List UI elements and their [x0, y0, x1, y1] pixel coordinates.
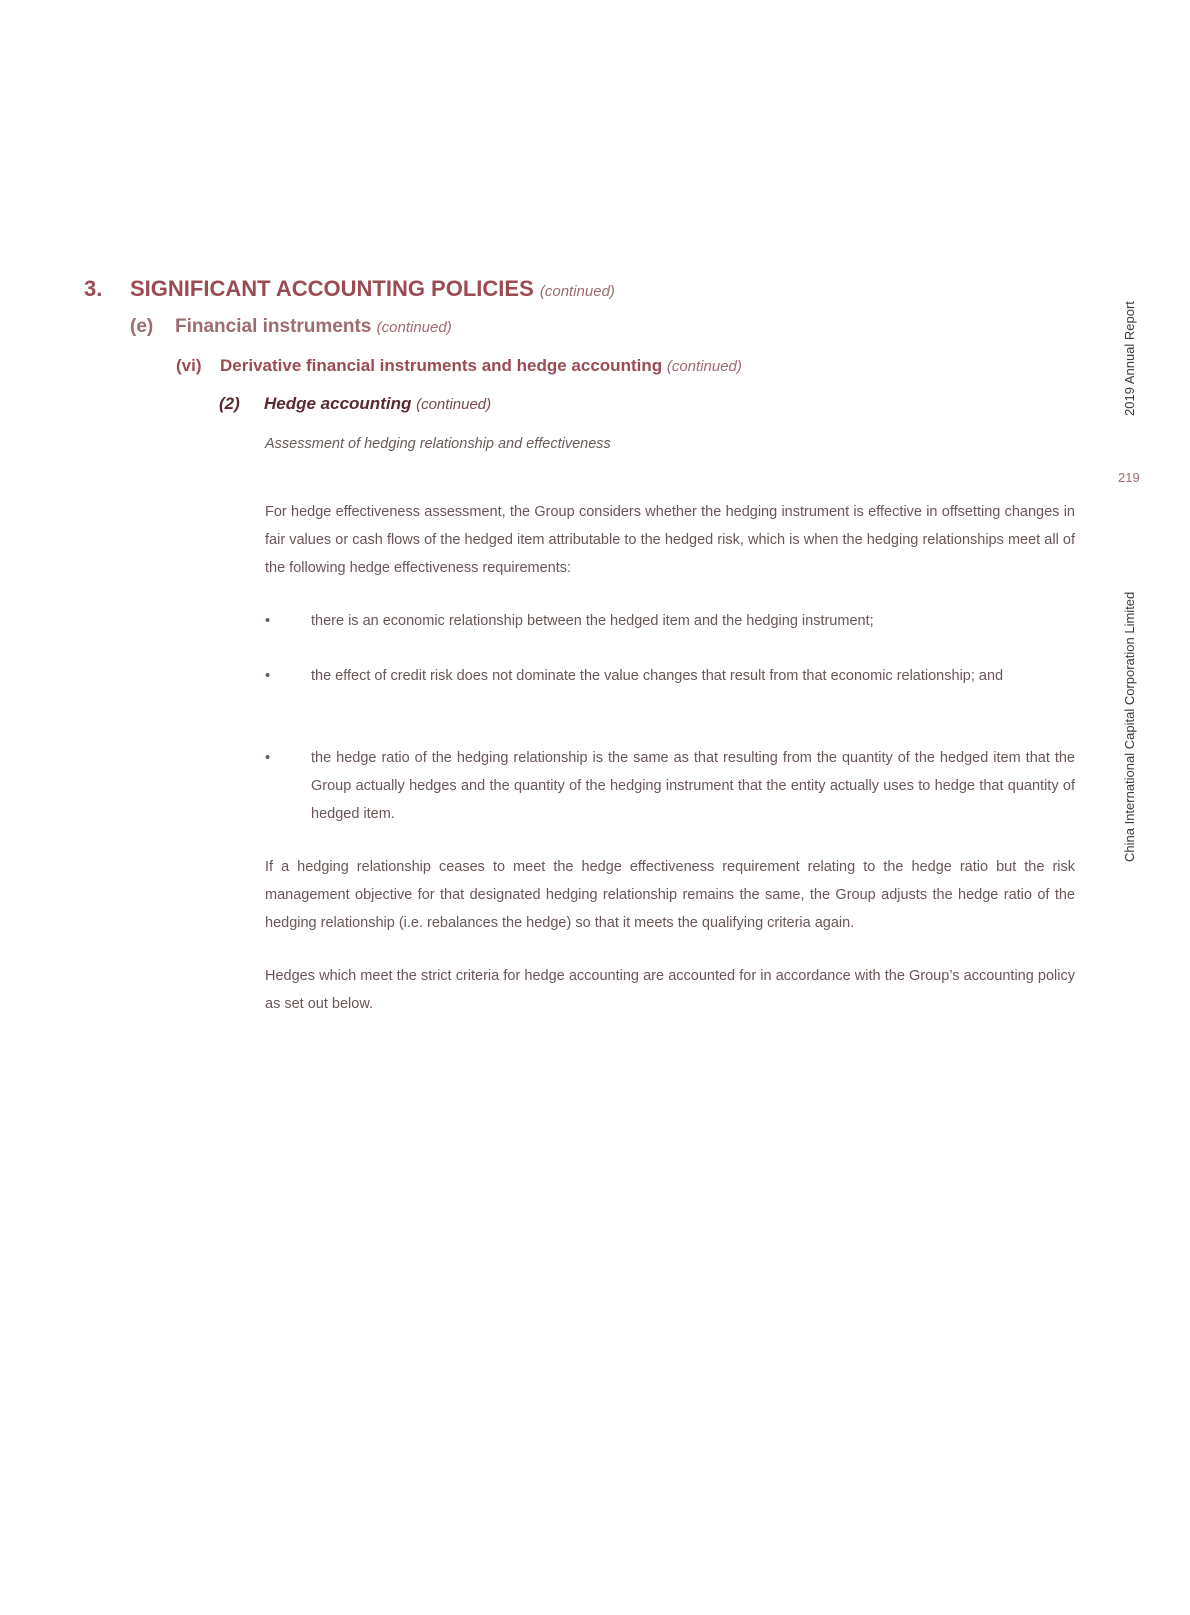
- section-heading: [84, 276, 615, 302]
- bullet-text: there is an economic relationship between the hedged item and the hedging instrument;: [311, 613, 874, 629]
- subsubsection-continued: (continued): [666, 358, 742, 375]
- subsubsection-title: Derivative financial instruments and hedge accounting: [220, 356, 663, 375]
- paragraph: Hedges which meet the strict criteria for hedge accounting are accounted for in accordance with the Group’s accounting policy as set out below.: [265, 968, 1075, 1012]
- section-continued: (continued): [539, 283, 615, 300]
- bullet-text: the hedge ratio of the hedging relationship is the same as that resulting from the quantity of the hedged item that the Group actually hedges and the quantity of the hedging instrument that the entity actually uses to hedge that quantity of hedged item.: [311, 750, 1075, 822]
- paragraph: If a hedging relationship ceases to meet the hedge effectiveness requirement relating to the hedge ratio but the risk management objective for that designated hedging relationship remains the same, the Group adjusts the hedge ratio of the hedging relationship (i.e. rebalances the hedge) so that it meets the qualifying criteria again.: [265, 859, 1075, 931]
- company-name: China International Capital Corporation Limited: [1122, 591, 1137, 862]
- bullet-icon: •: [265, 613, 271, 629]
- bullet-icon: •: [265, 668, 271, 684]
- bullet-item: [265, 662, 1075, 690]
- bullet-item: [265, 607, 1075, 635]
- subsection-title: Financial instruments: [175, 316, 372, 337]
- topic-continued: (continued): [416, 396, 492, 413]
- section-number: 3.: [84, 276, 103, 301]
- paragraph: For hedge effectiveness assessment, the Group considers whether the hedging instrument is effective in offsetting changes in fair values or cash flows of the hedged item attributable to the hedged risk, which is when the hedging relationships meet all of the following hedge effectiveness requirements:: [265, 504, 1075, 576]
- topic-title: Hedge accounting: [264, 394, 412, 413]
- bullet-item: [265, 744, 1075, 828]
- topic-number: (2): [219, 394, 240, 413]
- subsection-heading: [130, 316, 452, 338]
- report-title: 2019 Annual Report: [1122, 301, 1137, 416]
- page-number: 219: [1118, 470, 1140, 485]
- bullet-text: the effect of credit risk does not dominate the value changes that result from that economic relationship; and: [311, 668, 1004, 684]
- topic-heading: [219, 394, 491, 414]
- subsection-number: (e): [130, 316, 154, 337]
- subsubsection-heading: [176, 356, 742, 376]
- subsection-continued: (continued): [376, 319, 452, 336]
- subsubsection-number: (vi): [176, 356, 202, 375]
- subheading: Assessment of hedging relationship and effectiveness: [265, 436, 611, 452]
- section-title: SIGNIFICANT ACCOUNTING POLICIES: [130, 276, 534, 301]
- bullet-icon: •: [265, 750, 271, 766]
